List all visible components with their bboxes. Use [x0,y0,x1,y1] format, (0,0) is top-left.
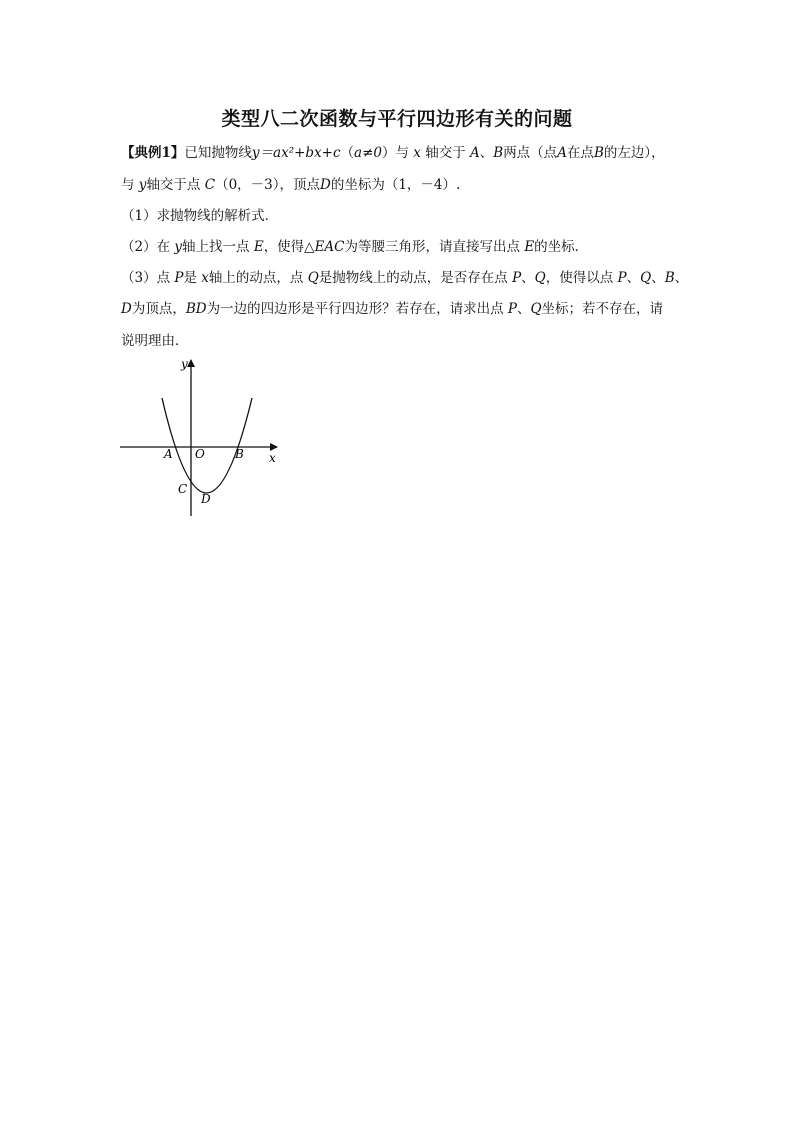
text-fragment: 、 [516,301,531,317]
point-q: Q [640,270,652,286]
var-x: x [413,145,421,161]
question-3-line-3: 说明理由． [121,333,189,349]
var-x: x [201,270,209,286]
triangle-eac: EAC [314,239,345,255]
text-fragment: 的坐标． [534,239,589,255]
var-y: y [138,177,147,193]
text-fragment: 轴交于点 [146,177,201,193]
text-fragment: 的左边）， [603,145,665,161]
point-b: B [664,270,675,286]
point-b: B [593,145,604,161]
point-p: P [174,270,184,286]
parabola-diagram [115,350,285,520]
point-q: Q [534,270,546,286]
label-d: D [201,492,211,506]
point-a: A [557,145,567,161]
text-fragment: 、 [479,145,494,161]
text-fragment: 轴交于 [425,145,466,161]
point-b: B [493,145,504,161]
point-e: E [524,239,535,255]
question-3-line-1 [121,269,688,287]
label-y: y [181,357,188,371]
text-fragment: （ [340,145,355,161]
text-fragment: （2）在 [121,239,171,255]
text-fragment: （3）点 [121,270,171,286]
text-fragment: 轴上的动点，点 [208,270,304,286]
text-fragment: ，使得以点 [545,270,614,286]
point-q: Q [530,301,542,317]
text-fragment: 坐标；若不存在，请 [541,301,664,317]
label-b: B [235,447,244,461]
segment-bd: BD [185,301,207,317]
text-fragment: ，使得△ [263,239,315,255]
text-fragment: 与 [121,177,135,193]
question-3-line-2 [121,300,663,318]
text-fragment: 是 [183,270,197,286]
point-p: P [617,270,627,286]
parabola-curve [162,398,252,493]
parabola-formula: y＝ax²+bx+c [251,145,341,161]
point-a: A [470,145,480,161]
point-p: P [507,301,517,317]
label-x: x [269,451,276,465]
text-fragment: 在点 [566,145,594,161]
question-1: （1）求抛物线的解析式． [121,208,279,224]
text-fragment: 与 [395,145,409,161]
problem-line-2 [121,176,460,194]
label-a: A [164,447,173,461]
text-fragment: 、 [626,270,641,286]
text-fragment: 是抛物线上的动点，是否存在点 [318,270,508,286]
point-d: D [320,177,331,193]
point-e: E [253,239,264,255]
text-fragment: （0，－3），顶点 [215,177,321,193]
page-title: 类型八二次函数与平行四边形有关的问题 [221,108,573,130]
point-p: P [512,270,522,286]
point-c: C [204,177,216,193]
point-d: D [121,301,132,317]
parabola-figure [115,350,285,520]
text-fragment: 为一边的四边形是平行四边形？若存在，请求出点 [206,301,504,317]
label-c: C [178,482,188,496]
text-fragment: 的坐标为（1，－4）. [330,177,461,193]
text-fragment: 、 [651,270,665,286]
label-o: O [195,447,205,461]
text-fragment: 两点（点 [503,145,558,161]
text-fragment: 为等腰三角形，请直接写出点 [344,239,521,255]
condition: a≠0 [354,145,382,161]
point-q: Q [307,270,319,286]
text-fragment: 、 [674,270,689,286]
text-fragment: 轴上找一点 [182,239,250,255]
var-y: y [174,239,183,255]
text-fragment: 为顶点， [131,301,186,317]
text-fragment: 、 [521,270,535,286]
text-fragment: 已知抛物线 [184,145,252,161]
example-label: 【典例1】 [121,145,185,161]
text-fragment: ） [382,145,396,161]
problem-line-1 [121,144,665,162]
question-2 [121,238,588,256]
